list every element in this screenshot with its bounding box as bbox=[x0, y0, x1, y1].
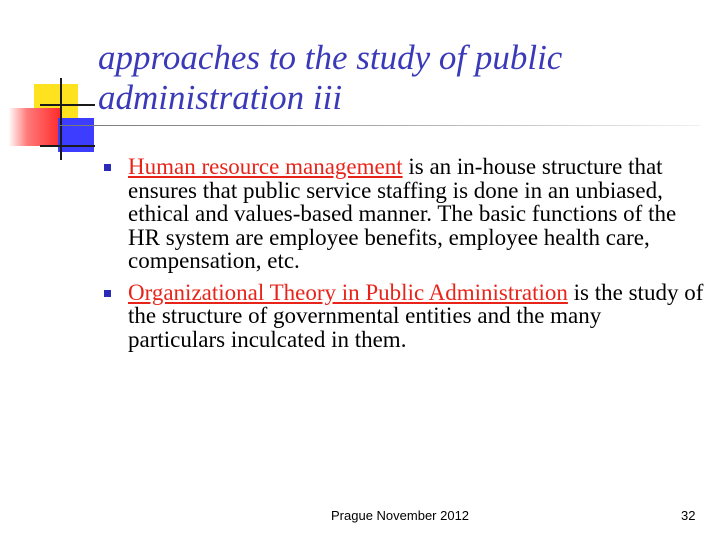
square-bullet-icon bbox=[104, 290, 111, 297]
hr-management-link[interactable]: Human resource management bbox=[128, 154, 403, 179]
footer-text: Prague November 2012 bbox=[331, 508, 470, 523]
decorative-horizontal-line-bottom bbox=[40, 145, 95, 147]
org-theory-link[interactable]: Organizational Theory in Public Administration bbox=[128, 279, 568, 305]
title-underline-rule bbox=[60, 125, 700, 126]
decorative-horizontal-line-top bbox=[40, 104, 95, 106]
bullet-text: is an in-house structure that ensures that public service staffing is done in an unbiased, ethical and values-based manner. The basic functions of the HR system are employee benefits, employee health care, compensation, etc. bbox=[128, 154, 677, 273]
slide-number: 32 bbox=[681, 508, 696, 523]
decorative-vertical-line bbox=[60, 78, 62, 160]
decorative-red-square bbox=[9, 108, 61, 146]
bullet-list bbox=[104, 155, 704, 359]
bullet-text: is the study of the structure of governmental entities and the many particulars inculcated in them. bbox=[128, 279, 704, 352]
bullet-item-org-theory bbox=[104, 281, 704, 352]
slide-title: approaches to the study of public administration iii bbox=[98, 38, 563, 117]
square-bullet-icon bbox=[104, 164, 111, 171]
bullet-item-hr bbox=[104, 155, 704, 273]
